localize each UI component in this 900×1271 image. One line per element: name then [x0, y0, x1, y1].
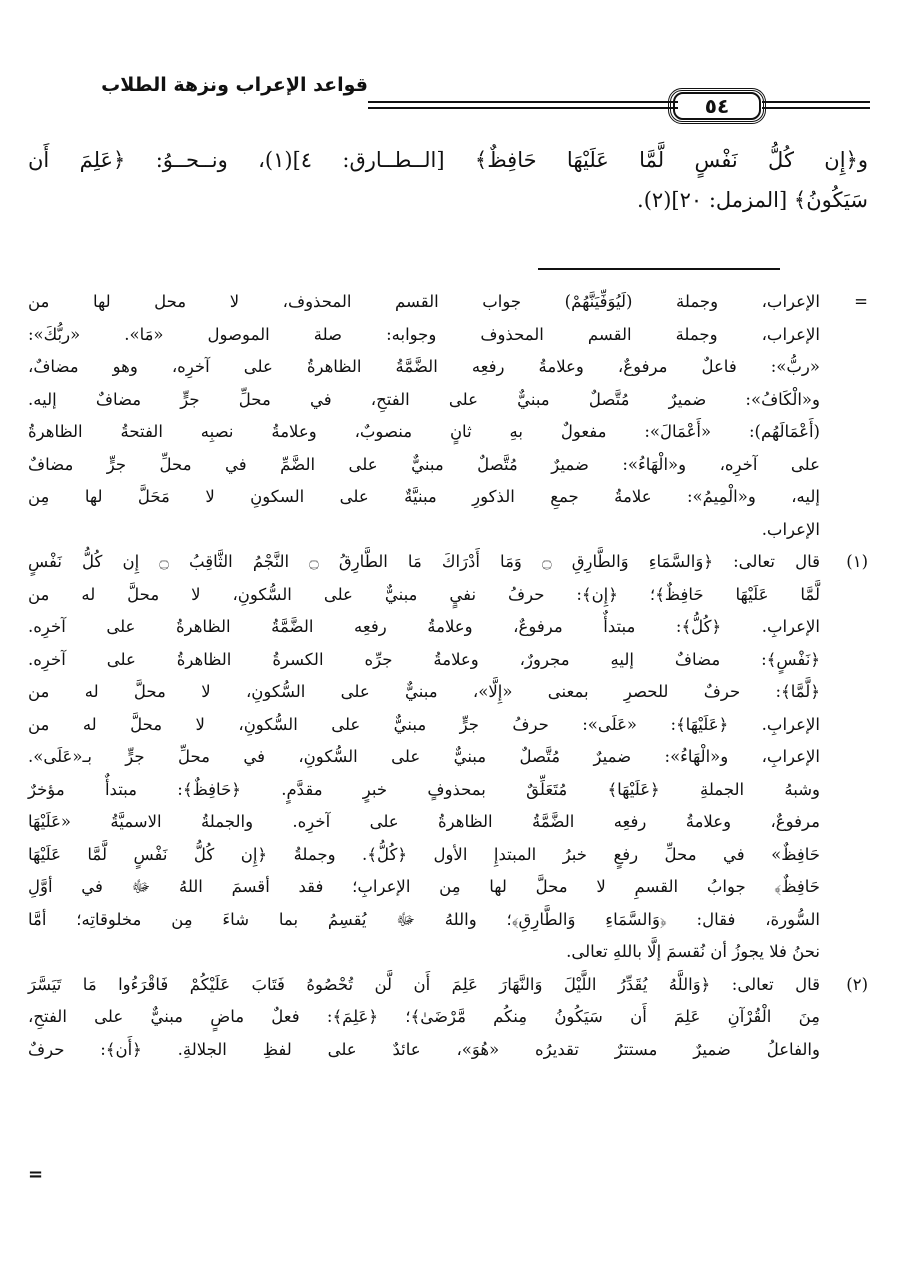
footnote-line: مِنَ الْقُرْآنِ عَلِمَ أَن سَيَكُونُ مِنكُم مَّرْضَىٰ﴾؛ ﴿عَلِمَ﴾: فعلٌ ماضٍ مبنيٌّ على الفتحِ، — [28, 1007, 820, 1026]
running-header-title: قواعد الإعراب ونزهة الطلاب — [101, 74, 368, 96]
header-rule — [368, 107, 678, 109]
header-rule — [762, 107, 870, 109]
footnote-line: حَافِظٌ﴾ جوابُ القسمِ لا محلَّ لها مِن الإعرابِ؛ فقد أقسمَ اللهُ ﷻ في أوَّلِ — [28, 877, 820, 896]
footnote-1 — [28, 546, 868, 969]
footnote-2 — [28, 969, 868, 1067]
footnote-line: نحنُ فلا يجوزُ أن نُقسمَ إلَّا باللهِ تعالى. — [566, 942, 820, 961]
footnote-line: لَّمَّا عَلَيْهَا حَافِظٌ﴾؛ ﴿إِن﴾: حرفُ نفيٍ مبنيٌّ على السُّكونِ، لا محلَّ له من — [28, 584, 820, 604]
footnote-line: الإعرابِ. ﴿عَلَيْهَا﴾: «عَلَى»: حرفُ جرٍّ مبنيٌّ على السُّكونِ، لا محلَّ له من — [28, 714, 820, 734]
footnote-line: الإعراب، وجملة (لَيُوَفِّيَنَّهُمْ) جواب القسم المحذوف، لا محل لها من — [28, 292, 820, 311]
footnote-line: مرفوعٌ، وعلامةُ رفعِه الضَّمَّةُ الظاهرةُ على آخرِه. والجملةُ الاسميَّةُ «عَلَيْهَا — [28, 812, 820, 831]
footnote-line: والفاعلُ ضميرٌ مستترٌ تقديرُه «هُوَ»، عائدٌ على لفظِ الجلالةِ. ﴿أَن﴾: حرفٌ — [28, 1039, 820, 1059]
footnote-line: السُّورة، فقال: ﴿وَالسَّمَاءِ وَالطَّارِقِ﴾؛ واللهُ ﷻ يُقسِمُ بما شاءَ مِن مخلوقاتِه؛ أمَّا — [28, 909, 820, 929]
footnote-line: الإعراب. — [761, 519, 820, 539]
page-number-frame — [668, 88, 766, 124]
footnotes — [28, 286, 868, 1066]
footnote-line: على آخرِه، و«الْهَاءُ»: ضميرٌ مُتَّصلٌ مبنيٌّ على الضَّمِّ في محلِّ جرٍّ مضافٌ — [28, 454, 820, 474]
footnote-line: ﴿نَفْسٍ﴾: مضافٌ إليهِ مجرورٌ، وعلامةُ جرِّه الكسرةُ الظاهرةُ على آخرِه. — [28, 649, 820, 669]
footnote-line: قال تعالى: ﴿وَالسَّمَاءِ وَالطَّارِقِ ۝ وَمَا أَدْرَاكَ مَا الطَّارِقُ ۝ النَّجْمُ الثَّاقِبُ ۝ إِن كُلُّ نَفْسٍ — [28, 552, 821, 571]
footnote-line: الإعرابِ، و«الْهَاءُ»: ضميرٌ مُتَّصلٌ مبنيٌّ على السُّكونِ، في محلِّ جرٍّ بـ«عَلَى». — [28, 747, 820, 766]
footnote-continuation — [28, 286, 868, 546]
continuation-marker: = — [854, 292, 868, 311]
footnote-line: وشبهُ الجملةِ ﴿عَلَيْهَا﴾ مُتَعَلِّقٌ بمحذوفٍ خبرٍ مقدَّمٍ. ﴿حَافِظٌ﴾: مبتدأٌ مؤخرٌ — [28, 779, 820, 799]
footnote-line: الإعراب، وجملة القسم المحذوف وجوابه: صلة الموصول «مَا». «ربُّكَ»: — [28, 324, 820, 344]
footnote-line: إليه، و«الْمِيمُ»: علامةُ جمعِ الذكورِ مبنيَّةٌ على السكونِ لا مَحَلَّ لها مِن — [28, 487, 820, 506]
continuation-marker: = — [28, 1164, 44, 1185]
header-rule — [368, 101, 678, 103]
footnote-marker: (١) — [846, 552, 868, 571]
footnote-line: قال تعالى: ﴿وَاللَّهُ يُقَدِّرُ اللَّيْلَ وَالنَّهَارَ عَلِمَ أَن لَّن تُحْصُوهُ فَتَابَ عَلَيْكُمْ فَاقْرَءُوا مَا تَيَسَّرَ — [28, 974, 820, 994]
footnote-divider — [538, 268, 780, 270]
main-text-line: و﴿إِن كُلُّ نَفْسٍ لَّمَّا عَلَيْهَا حَافِظٌ﴾ [الــطــارق: ٤](١)، ونــحــوُ: ﴿عَلِمَ أَن — [28, 148, 868, 172]
footnote-line: و«الْكَافُ»: ضميرٌ مُتَّصلٌ مبنيٌّ على الفتحِ، في محلِّ جرٍّ مضافٌ إليه. — [28, 389, 820, 409]
footnote-marker: (٢) — [846, 974, 868, 994]
page-number: ٥٤ — [673, 92, 761, 120]
footnote-line: «ربُّ»: فاعلٌ مرفوعٌ، وعلامةُ رفعِه الضَّمَّةُ الظاهرةُ على آخرِه، وهو مضافٌ، — [28, 357, 820, 376]
main-text — [28, 140, 868, 220]
footnote-line: حَافِظٌ» في محلِّ رفعٍ خبرُ المبتدإِ الأول ﴿كُلُّ﴾. وجملةُ ﴿إِن كُلُّ نَفْسٍ لَّمَّا عَلَيْهَا — [28, 844, 820, 864]
footnote-line: الإعرابِ. ﴿كُلُّ﴾: مبتدأٌ مرفوعٌ، وعلامةُ رفعِه الضَّمَّةُ الظاهرةُ على آخرِه. — [28, 617, 820, 636]
header-rule — [762, 101, 870, 103]
main-text-line: سَيَكُونُ﴾ [المزمل: ٢٠](٢). — [637, 188, 868, 212]
footnote-line: ﴿لَّمَّا﴾: حرفٌ للحصرِ بمعنى «إِلَّا»، مبنيٌّ على السُّكونِ، لا محلَّ له من — [28, 682, 820, 701]
footnote-line: (أَعْمَالَهُم): «أَعْمَالَ»: مفعولٌ بهِ ثانٍ منصوبٌ، وعلامةُ نصبِه الفتحةُ الظاهرةُ — [28, 422, 820, 441]
